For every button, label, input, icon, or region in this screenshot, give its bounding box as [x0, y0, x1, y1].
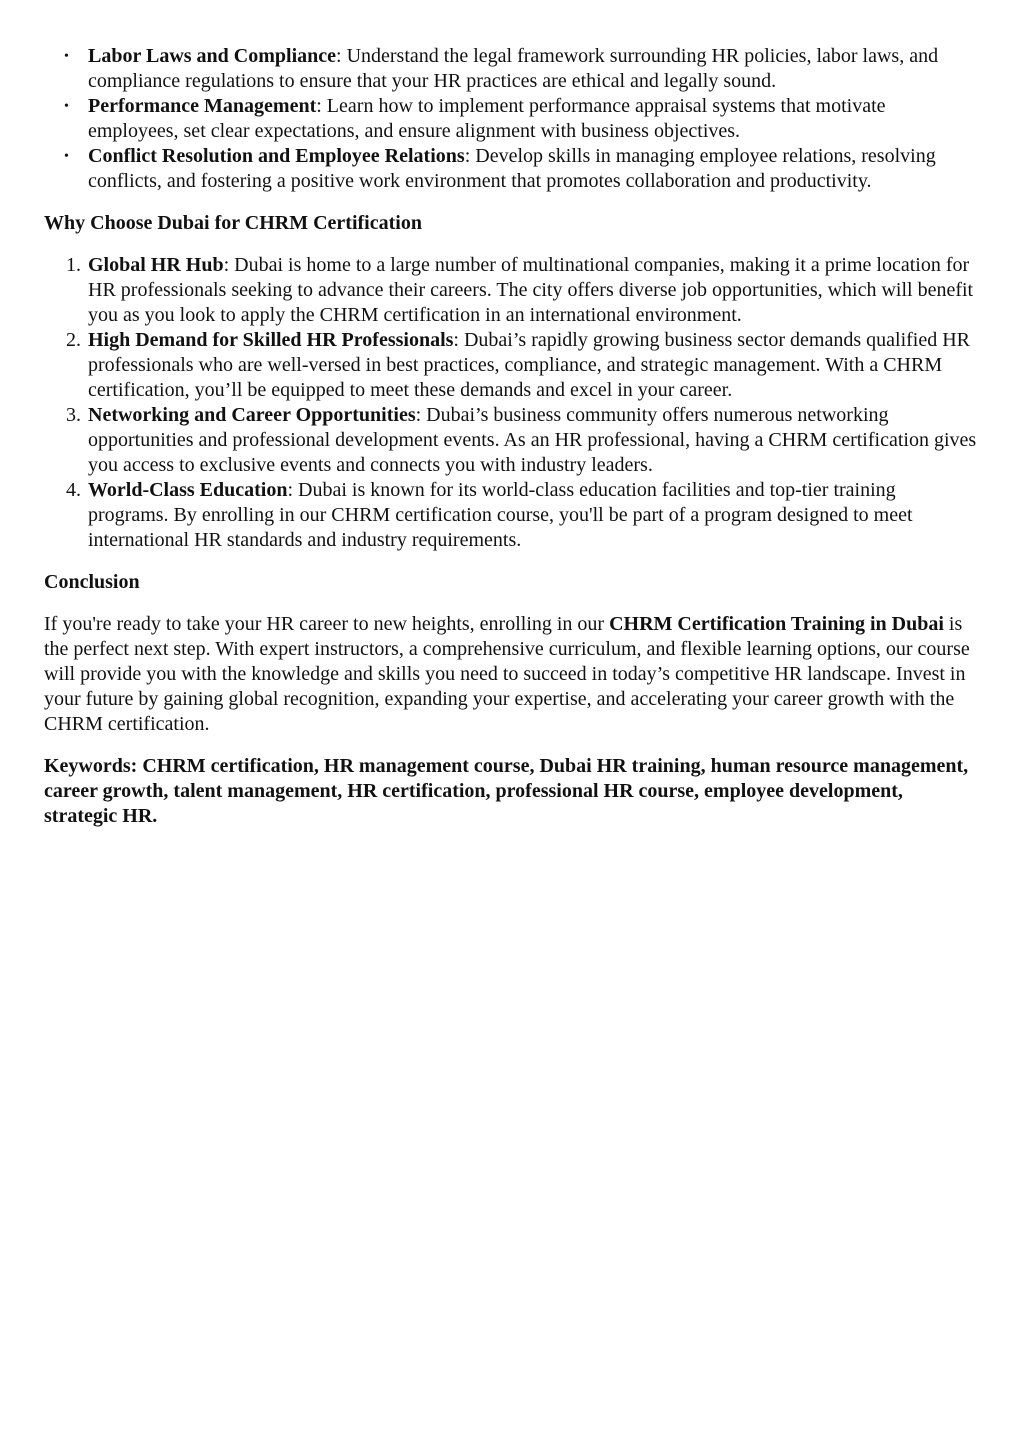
- list-item: [64, 44, 980, 94]
- bullet-icon: •: [64, 49, 69, 64]
- list-item-text: : Develop skills in managing employee relations, resolving conflicts, and fostering a positive work environment that promotes collaboration and productivity.: [88, 145, 936, 192]
- conclusion-paragraph: [44, 612, 980, 737]
- list-item: [66, 328, 980, 403]
- conclusion-heading: Conclusion: [44, 571, 140, 593]
- document-page: [44, 44, 980, 829]
- list-item-text: : Dubai is known for its world-class education facilities and top-tier training programs. By enrolling in our CHRM certification course, you'll be part of a program designed to meet international HR standards and industry requirements.: [88, 479, 913, 551]
- list-item-text: : Dubai’s business community offers numerous networking opportunities and professional development events. As an HR professional, having a CHRM certification gives you access to exclusive events and connects you with industry leaders.: [88, 404, 977, 476]
- list-item-title: World-Class Education: [88, 479, 288, 501]
- list-item: [66, 253, 980, 328]
- bullet-icon: •: [64, 99, 69, 114]
- list-number: 1.: [66, 254, 81, 276]
- list-number: 2.: [66, 329, 81, 351]
- list-item: [66, 403, 980, 478]
- keywords-text: Keywords: CHRM certification, HR management course, Dubai HR training, human resource management, career growth, talent management, HR certification, professional HR course, employee development, strategic HR.: [44, 755, 969, 827]
- list-item-title: High Demand for Skilled HR Professionals: [88, 329, 454, 351]
- conclusion-course-name: CHRM Certification Training in Dubai: [609, 613, 944, 635]
- list-item-title: Conflict Resolution and Employee Relations: [88, 145, 465, 167]
- bullet-icon: •: [64, 149, 69, 164]
- reasons-numbered-list: [44, 253, 980, 553]
- list-item: [64, 94, 980, 144]
- keywords-paragraph: [44, 754, 980, 829]
- list-item-text: : Understand the legal framework surrounding HR policies, labor laws, and compliance regulations to ensure that your HR practices are ethical and legally sound.: [88, 45, 939, 92]
- list-item: [64, 144, 980, 194]
- list-item-text: : Learn how to implement performance appraisal systems that motivate employees, set clear expectations, and ensure alignment with business objectives.: [88, 95, 886, 142]
- why-dubai-heading: Why Choose Dubai for CHRM Certification: [44, 212, 422, 234]
- list-item-title: Networking and Career Opportunities: [88, 404, 416, 426]
- list-item-text: : Dubai’s rapidly growing business sector demands qualified HR professionals who are well-versed in best practices, compliance, and strategic management. With a CHRM certification, you’ll be equipped to meet these demands and excel in your career.: [88, 329, 971, 401]
- list-item-text: : Dubai is home to a large number of multinational companies, making it a prime location for HR professionals seeking to advance their careers. The city offers diverse job opportunities, which will benefit you as you look to apply the CHRM certification in an international environment.: [88, 254, 974, 326]
- conclusion-text-before: If you're ready to take your HR career to new heights, enrolling in our: [44, 613, 610, 635]
- list-item-title: Labor Laws and Compliance: [88, 45, 337, 67]
- skills-bullet-list: [44, 44, 980, 194]
- conclusion-text-after: is the perfect next step. With expert instructors, a comprehensive curriculum, and flexible learning options, our course will provide you with the knowledge and skills you need to succeed in today’s competitive HR landscape. Invest in your future by gaining global recognition, expanding your expertise, and accelerating your career growth with the CHRM certification.: [44, 613, 970, 735]
- list-item: [66, 478, 980, 553]
- list-item-title: Performance Management: [88, 95, 317, 117]
- list-item-title: Global HR Hub: [88, 254, 224, 276]
- list-number: 3.: [66, 404, 81, 426]
- list-number: 4.: [66, 479, 81, 501]
